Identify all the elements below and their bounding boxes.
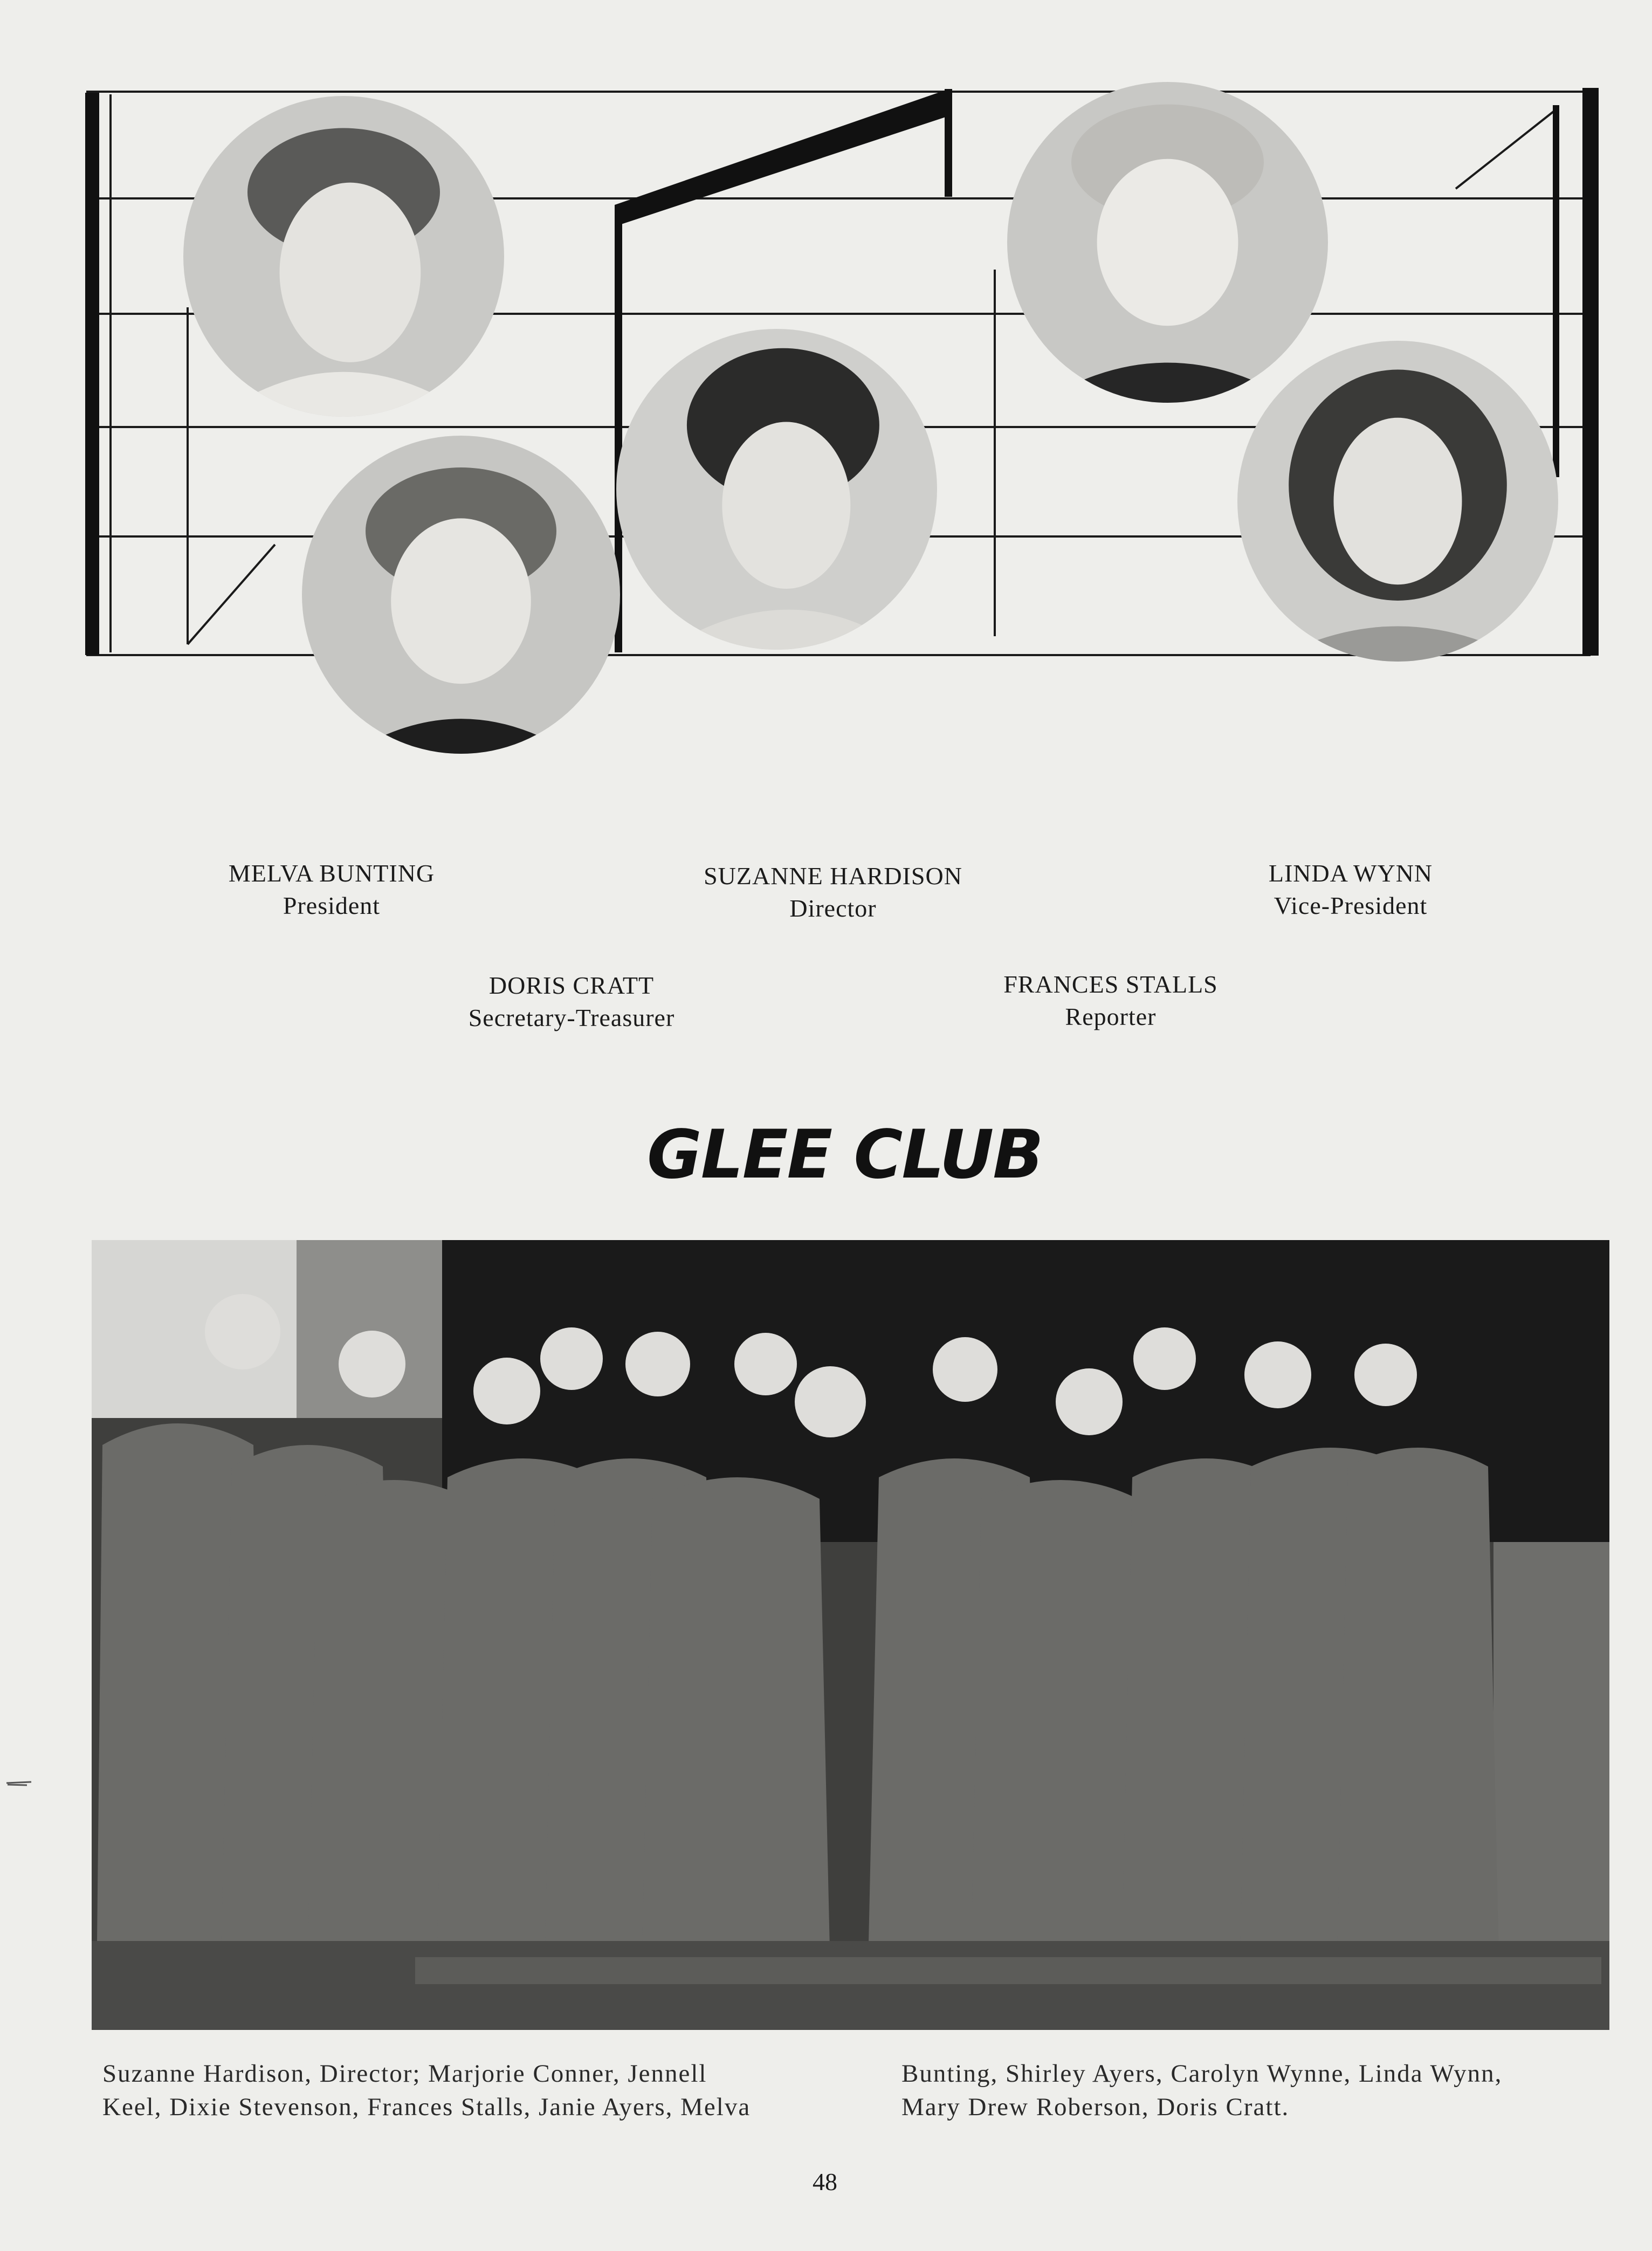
officer-role: Director	[789, 894, 877, 922]
portrait-doris-cratt	[302, 436, 620, 754]
officer-president	[210, 861, 453, 918]
photo-caption-left	[102, 2057, 751, 2124]
officer-name: LINDA WYNN	[1268, 859, 1433, 887]
caption-line: Mary Drew Roberson, Doris Cratt.	[901, 2093, 1290, 2121]
officer-name: MELVA BUNTING	[228, 859, 435, 887]
officer-role: Vice-President	[1274, 892, 1428, 919]
officer-name: SUZANNE HARDISON	[704, 862, 962, 890]
officer-secretary-treasurer	[442, 973, 701, 1030]
officer-role: President	[283, 892, 381, 919]
staff-bar-left	[85, 93, 99, 655]
caption-line: Bunting, Shirley Ayers, Carolyn Wynne, Linda Wynn,	[901, 2060, 1503, 2088]
margin-mark	[5, 1779, 32, 1787]
section-title: GLEE CLUB	[647, 1116, 1043, 1194]
portrait-linda-wynn	[1007, 82, 1328, 403]
caption-line: Keel, Dixie Stevenson, Frances Stalls, Janie Ayers, Melva	[102, 2093, 751, 2121]
staff-bar-right	[1582, 88, 1599, 656]
glee-club-group-photo	[92, 1240, 1609, 2030]
photo-caption-right	[901, 2057, 1502, 2124]
officer-name: DORIS CRATT	[488, 972, 655, 999]
officer-role: Secretary-Treasurer	[468, 1004, 675, 1031]
portrait-melva-bunting	[183, 96, 504, 417]
officer-vice-president	[1229, 861, 1472, 918]
officer-director	[682, 864, 984, 921]
officer-role: Reporter	[1065, 1003, 1157, 1030]
beamed-note-flag	[615, 89, 949, 226]
caption-line: Suzanne Hardison, Director; Marjorie Conner, Jennell	[102, 2060, 707, 2088]
page-number: 48	[813, 2168, 837, 2195]
portrait-frances-stalls	[1237, 341, 1558, 662]
officer-reporter	[981, 972, 1240, 1029]
officer-name: FRANCES STALLS	[1003, 970, 1218, 998]
portrait-suzanne-hardison	[616, 329, 937, 650]
